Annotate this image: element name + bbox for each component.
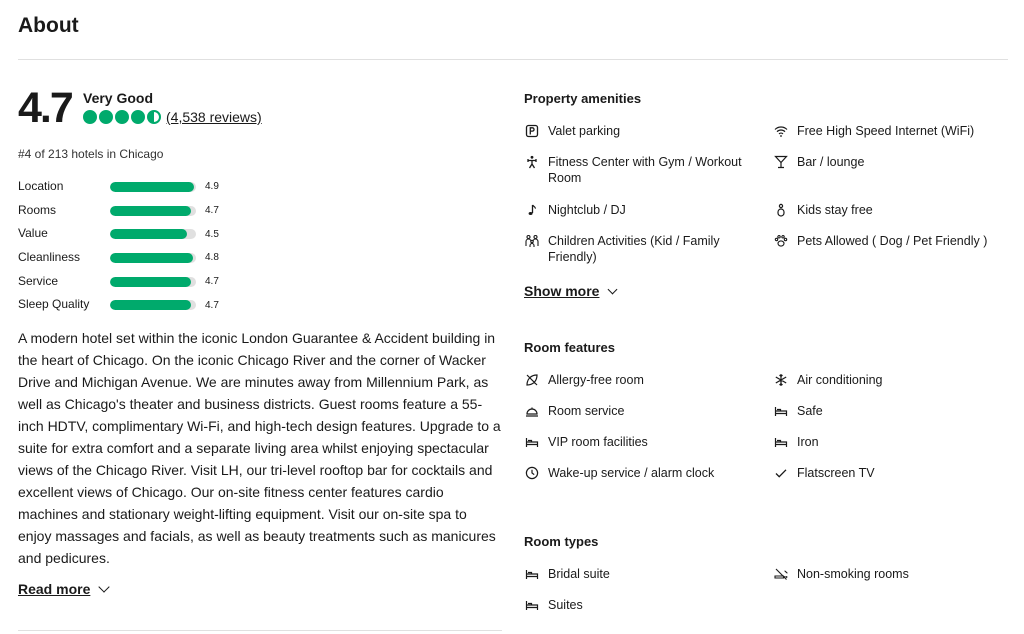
subrating-value: 4.9 [205, 181, 219, 193]
amenity-label: Valet parking [548, 124, 621, 138]
hotel-description: A modern hotel set within the iconic London Guarantee & Accident building in the heart of Chicago. On the iconic Chicago River and the corner of Wacker Drive and Michigan Avenue. We are minutes away from Millennium Park, as well as Chicago's theater and business districts. Guest rooms feature a 55-inch HDTV, complimentary Wi-Fi, and high-tech design features. Upgrade to a suite for extra comfort and a separate living area whilst enjoying spectacular views of the Chicago River. Visit LH, our tri-level rooftop bar for cocktails and excellent views of Chicago. Our on-site fitness center features cardio machines and stationary weight-lifting equipment. Visit our on-site spa to enjoy massages and facials, as well as beauty treatments such as manicures and pedicures. [18, 330, 501, 566]
fitness-icon [524, 154, 540, 170]
room-feature-label: Flatscreen TV [797, 466, 875, 480]
amenity-item [773, 154, 1003, 170]
reviews-link[interactable]: (4,538 reviews) [166, 109, 262, 125]
subrating-row [18, 245, 228, 269]
subrating-row [18, 198, 228, 222]
check-icon [773, 465, 789, 481]
subrating-bar [110, 253, 196, 263]
bed-icon [773, 434, 789, 450]
property-amenities-title: Property amenities [524, 91, 642, 106]
room-feature-label: Room service [548, 404, 625, 418]
room-types-title: Room types [524, 534, 599, 549]
bed-icon [524, 434, 540, 450]
subrating-bar [110, 229, 196, 239]
page-title: About [18, 14, 79, 37]
read-more-button[interactable] [18, 581, 108, 597]
subrating-label: Cleanliness [18, 249, 81, 264]
amenity-label: Nightclub / DJ [548, 203, 626, 217]
room-service-icon [524, 403, 540, 419]
subrating-value: 4.7 [205, 205, 219, 217]
music-note-icon [524, 202, 540, 218]
room-feature-label: Iron [797, 435, 819, 449]
rating-label: Very Good [83, 90, 154, 106]
room-feature-item [524, 372, 754, 388]
chevron-down-icon [608, 284, 618, 294]
amenity-item [524, 123, 754, 139]
no-smoking-icon [773, 566, 789, 582]
rating-bubble-icon [131, 110, 145, 124]
subrating-row [18, 174, 228, 198]
bed-icon [524, 566, 540, 582]
amenity-label: Kids stay free [797, 203, 873, 217]
paw-icon [773, 233, 789, 249]
subrating-value: 4.7 [205, 276, 219, 288]
subrating-label: Location [18, 178, 64, 193]
amenity-item [524, 202, 754, 218]
subrating-bar-fill [110, 229, 187, 239]
room-feature-label: VIP room facilities [548, 435, 648, 449]
bed-icon [773, 403, 789, 419]
room-type-item [524, 597, 754, 613]
rating-bubble-icon [147, 110, 161, 124]
rating-bubble-icon [99, 110, 113, 124]
amenity-item [773, 123, 1003, 139]
amenity-label: Children Activities (Kid / Family Friendly) [548, 234, 720, 264]
rating-score: 4.7 [18, 84, 72, 132]
bottom-divider [18, 630, 502, 631]
room-type-label: Bridal suite [548, 567, 610, 581]
amenity-item [773, 233, 1003, 249]
subrating-bar-fill [110, 206, 191, 216]
subrating-label: Service [18, 273, 59, 288]
subrating-bar [110, 182, 196, 192]
bed-icon [524, 597, 540, 613]
room-features-title: Room features [524, 340, 616, 355]
rating-bubble-icon [83, 110, 97, 124]
amenity-label: Free High Speed Internet (WiFi) [797, 124, 975, 138]
subrating-label: Value [18, 226, 48, 241]
subrating-value: 4.5 [205, 228, 219, 240]
room-type-item [524, 566, 754, 582]
family-icon [524, 233, 540, 249]
baby-icon [773, 202, 789, 218]
subrating-label: Sleep Quality [18, 297, 90, 312]
subrating-bar [110, 300, 196, 310]
clock-icon [524, 465, 540, 481]
amenity-label: Pets Allowed ( Dog / Pet Friendly ) [797, 234, 988, 248]
subrating-bar [110, 206, 196, 216]
rating-bubbles [83, 110, 161, 124]
amenity-label: Bar / lounge [797, 155, 865, 169]
room-feature-item [524, 465, 754, 481]
amenity-item [773, 202, 1003, 218]
subrating-row [18, 269, 228, 293]
room-type-item [773, 566, 1003, 582]
hotel-ranking: #4 of 213 hotels in Chicago [18, 147, 164, 161]
subrating-value: 4.7 [205, 299, 219, 311]
room-feature-label: Air conditioning [797, 373, 883, 387]
subrating-bar-fill [110, 253, 193, 263]
subrating-bar-fill [110, 300, 191, 310]
snowflake-icon [773, 372, 789, 388]
subratings-list [18, 174, 228, 316]
wifi-icon [773, 123, 789, 139]
room-type-label: Non-smoking rooms [797, 567, 909, 581]
amenity-label: Fitness Center with Gym / Workout Room [548, 155, 742, 185]
subrating-bar-fill [110, 182, 194, 192]
cocktail-icon [773, 154, 789, 170]
room-feature-item [524, 403, 754, 419]
room-feature-item [773, 403, 1003, 419]
amenity-item [524, 154, 754, 186]
rating-bubble-icon [115, 110, 129, 124]
parking-icon [524, 123, 540, 139]
room-feature-item [773, 372, 1003, 388]
room-feature-label: Wake-up service / alarm clock [548, 466, 715, 480]
subrating-row [18, 221, 228, 245]
top-divider [18, 59, 1008, 60]
room-feature-label: Allergy-free room [548, 373, 644, 387]
room-feature-label: Safe [797, 404, 823, 418]
subrating-row [18, 292, 228, 316]
room-type-label: Suites [548, 598, 583, 612]
room-feature-item [524, 434, 754, 450]
subrating-bar-fill [110, 277, 191, 287]
room-feature-item [773, 434, 1003, 450]
subrating-label: Rooms [18, 202, 57, 217]
subrating-value: 4.8 [205, 252, 219, 264]
show-more-button[interactable] [524, 283, 616, 299]
subrating-bar [110, 277, 196, 287]
allergy-free-icon [524, 372, 540, 388]
room-feature-item [773, 465, 1003, 481]
show-more-label: Show more [524, 283, 600, 299]
read-more-label: Read more [18, 581, 91, 597]
chevron-down-icon [99, 581, 110, 592]
amenity-item [524, 233, 754, 265]
